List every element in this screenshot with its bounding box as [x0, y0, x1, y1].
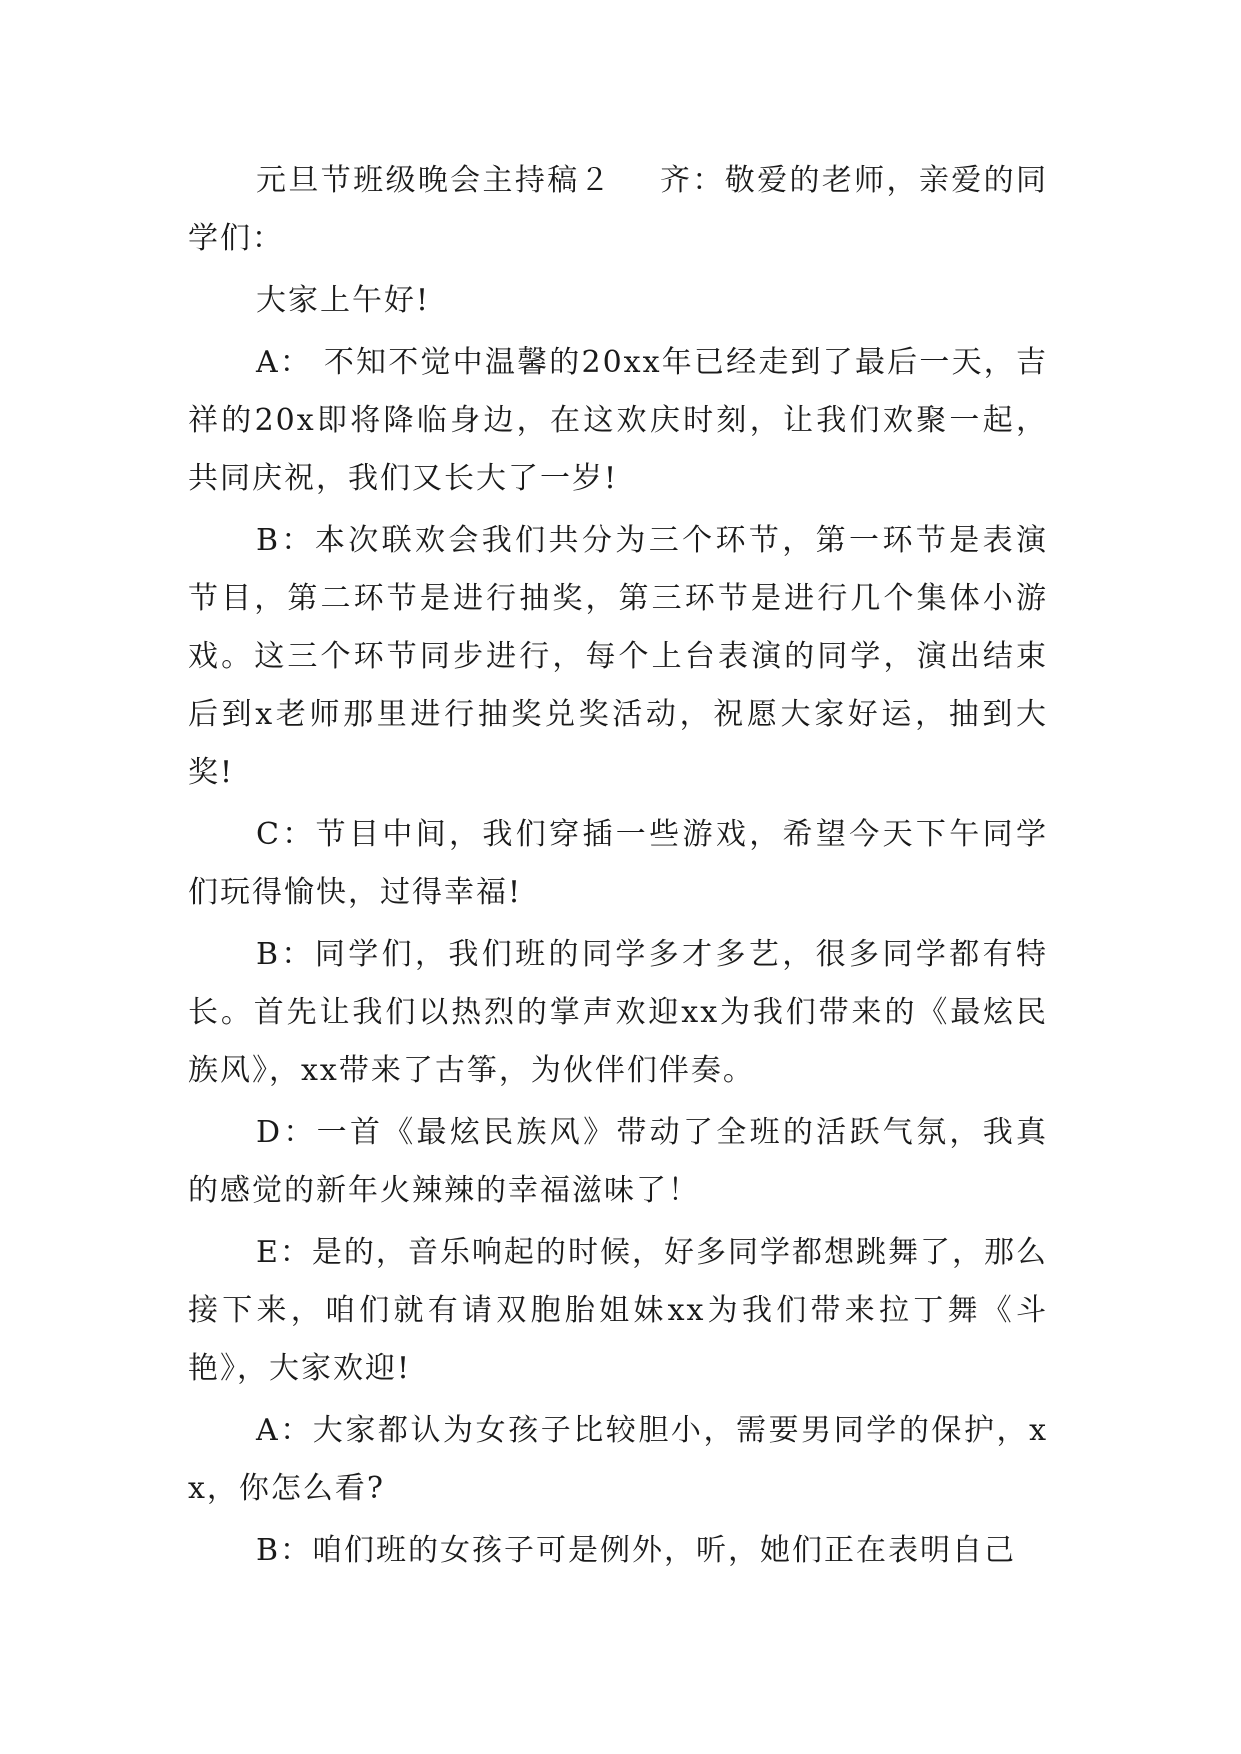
paragraph: A：大家都认为女孩子比较胆小，需要男同学的保护，xx，你怎么看?	[188, 1413, 1048, 1506]
document-title: 元旦节班级晚会主持稿２	[256, 163, 612, 198]
opening-greeting: 齐：敬爱的老师，亲爱的同学们：	[188, 163, 1048, 256]
paragraph: D：一首《最炫民族风》带动了全班的活跃气氛，我真的感觉的新年火辣辣的幸福滋味了！	[188, 1115, 1048, 1208]
paragraph: B：咱们班的女孩子可是例外，听，她们正在表明自己	[256, 1533, 1017, 1568]
paragraph: B：同学们，我们班的同学多才多艺，很多同学都有特长。首先让我们以热烈的掌声欢迎xx为我们带来的《最炫民族风》，xx带来了古筝，为伙伴们伴奏。	[188, 937, 1048, 1088]
paragraph: 大家上午好!	[256, 283, 431, 318]
paragraph: E：是的，音乐响起的时候，好多同学都想跳舞了，那么接下来，咱们就有请双胞胎姐妹xx为我们带来拉丁舞《斗艳》，大家欢迎!	[188, 1235, 1048, 1386]
paragraph: A： 不知不觉中温馨的20xx年已经走到了最后一天，吉祥的20x即将降临身边，在这欢庆时刻，让我们欢聚一起，共同庆祝，我们又长大了一岁!	[188, 345, 1048, 496]
paragraph: B：本次联欢会我们共分为三个环节，第一环节是表演节目，第二环节是进行抽奖，第三环节是进行几个集体小游戏。这三个环节同步进行，每个上台表演的同学，演出结束后到x老师那里进行抽奖兑奖活动，祝愿大家好运，抽到大奖!	[188, 523, 1048, 790]
document-body	[188, 152, 1048, 1584]
title-paragraph	[188, 152, 1048, 268]
paragraph: C：节目中间，我们穿插一些游戏，希望今天下午同学们玩得愉快，过得幸福!	[188, 817, 1048, 910]
